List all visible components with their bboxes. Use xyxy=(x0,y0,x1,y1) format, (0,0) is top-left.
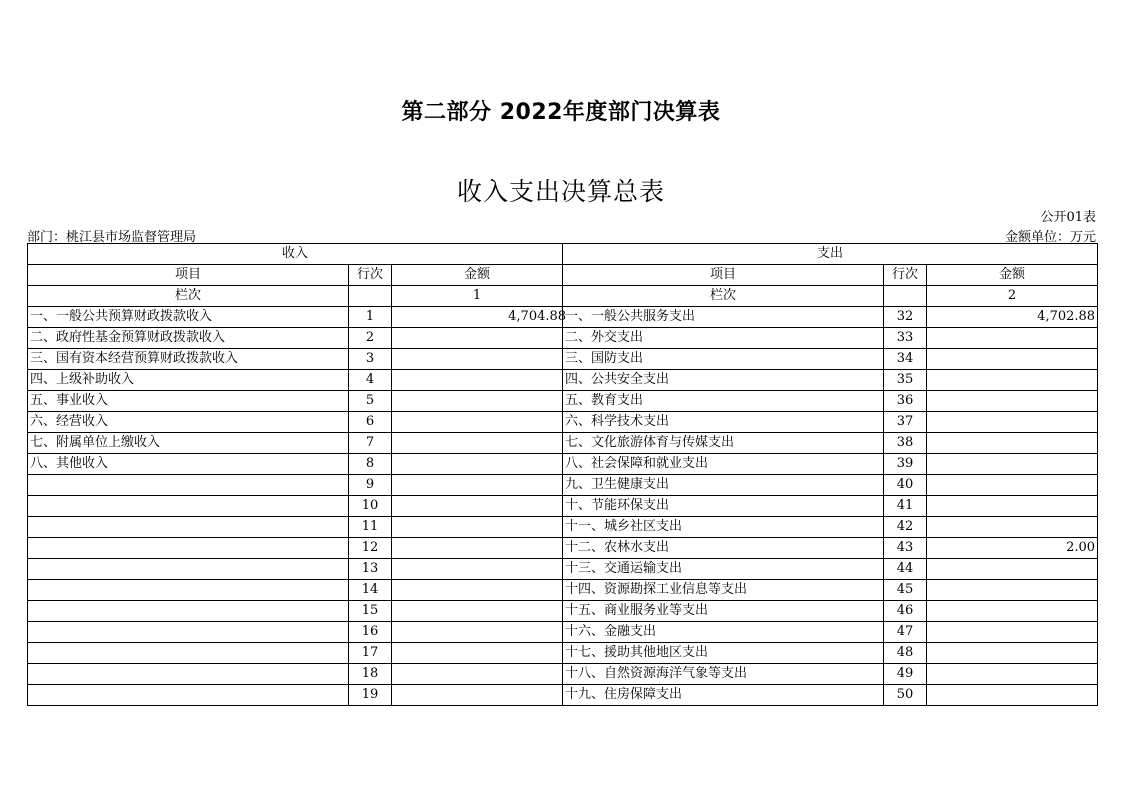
department-label: 部门：桃江县市场监督管理局 xyxy=(27,230,197,245)
income-amount-cell xyxy=(392,517,563,538)
expense-line-no-cell: 40 xyxy=(884,475,927,496)
expense-amount-cell xyxy=(927,664,1098,685)
income-amount-cell xyxy=(392,412,563,433)
expense-amount-cell xyxy=(927,685,1098,706)
income-item-cell xyxy=(28,475,349,496)
income-lanci-blank xyxy=(349,286,392,307)
income-item-cell: 二、政府性基金预算财政拨款收入 xyxy=(28,328,349,349)
income-amount-cell xyxy=(392,622,563,643)
expense-amount-cell xyxy=(927,391,1098,412)
expense-amount-cell xyxy=(927,559,1098,580)
expense-line-no-cell: 33 xyxy=(884,328,927,349)
expense-line-no-cell: 41 xyxy=(884,496,927,517)
expense-item-cell: 二、外交支出 xyxy=(563,328,884,349)
income-item-cell xyxy=(28,538,349,559)
table-row xyxy=(28,328,1098,349)
header-row-lanci xyxy=(28,286,1098,307)
expense-lanci-label: 栏次 xyxy=(563,286,884,307)
expense-item-cell: 八、社会保障和就业支出 xyxy=(563,454,884,475)
income-amount-cell xyxy=(392,601,563,622)
table-row xyxy=(28,664,1098,685)
income-item-cell: 六、经营收入 xyxy=(28,412,349,433)
income-item-cell: 五、事业收入 xyxy=(28,391,349,412)
income-item-cell: 八、其他收入 xyxy=(28,454,349,475)
table-row xyxy=(28,391,1098,412)
expense-line-no-cell: 38 xyxy=(884,433,927,454)
expense-item-cell: 十四、资源勘探工业信息等支出 xyxy=(563,580,884,601)
expense-item-cell: 十六、金融支出 xyxy=(563,622,884,643)
expense-item-cell: 十九、住房保障支出 xyxy=(563,685,884,706)
income-item-cell xyxy=(28,496,349,517)
expense-line-no-header: 行次 xyxy=(884,265,927,286)
expense-item-cell: 七、文化旅游体育与传媒支出 xyxy=(563,433,884,454)
part-title: 第二部分 2022年度部门决算表 xyxy=(401,100,721,125)
expense-item-cell: 九、卫生健康支出 xyxy=(563,475,884,496)
expense-line-no-cell: 44 xyxy=(884,559,927,580)
expense-item-cell: 六、科学技术支出 xyxy=(563,412,884,433)
table-row xyxy=(28,580,1098,601)
expense-amount-cell xyxy=(927,349,1098,370)
income-line-no-cell: 19 xyxy=(349,685,392,706)
expense-amount-cell: 4,702.88 xyxy=(927,307,1098,328)
expense-amount-cell xyxy=(927,370,1098,391)
table-row xyxy=(28,517,1098,538)
expense-item-cell: 一、一般公共服务支出 xyxy=(563,307,884,328)
income-amount-cell xyxy=(392,475,563,496)
expense-item-cell: 十八、自然资源海洋气象等支出 xyxy=(563,664,884,685)
income-item-cell xyxy=(28,685,349,706)
income-amount-cell xyxy=(392,454,563,475)
table-row xyxy=(28,433,1098,454)
expense-line-no-cell: 49 xyxy=(884,664,927,685)
expense-amount-cell xyxy=(927,517,1098,538)
income-item-cell xyxy=(28,664,349,685)
expense-item-cell: 十一、城乡社区支出 xyxy=(563,517,884,538)
income-amount-cell xyxy=(392,496,563,517)
income-line-no-cell: 15 xyxy=(349,601,392,622)
expense-amount-cell xyxy=(927,454,1098,475)
income-item-cell xyxy=(28,559,349,580)
expense-amount-cell xyxy=(927,643,1098,664)
income-line-no-cell: 12 xyxy=(349,538,392,559)
income-item-cell xyxy=(28,643,349,664)
expense-amount-cell: 2.00 xyxy=(927,538,1098,559)
income-amount-cell xyxy=(392,370,563,391)
income-line-no-cell: 8 xyxy=(349,454,392,475)
expense-item-cell: 四、公共安全支出 xyxy=(563,370,884,391)
expense-amount-cell xyxy=(927,328,1098,349)
table-row xyxy=(28,538,1098,559)
income-line-no-cell: 9 xyxy=(349,475,392,496)
income-lanci-label: 栏次 xyxy=(28,286,349,307)
income-section-header: 收入 xyxy=(28,244,563,265)
income-col-number: 1 xyxy=(392,286,563,307)
table-row xyxy=(28,601,1098,622)
income-line-no-cell: 4 xyxy=(349,370,392,391)
income-item-cell: 一、一般公共预算财政拨款收入 xyxy=(28,307,349,328)
income-amount-cell xyxy=(392,391,563,412)
expense-amount-cell xyxy=(927,496,1098,517)
expense-line-no-cell: 45 xyxy=(884,580,927,601)
income-amount-value: 4,704.88 xyxy=(508,309,567,324)
income-line-no-cell: 6 xyxy=(349,412,392,433)
expense-item-cell: 十五、商业服务业等支出 xyxy=(563,601,884,622)
income-line-no-cell: 10 xyxy=(349,496,392,517)
income-line-no-cell: 11 xyxy=(349,517,392,538)
income-line-no-cell: 13 xyxy=(349,559,392,580)
table-title: 收入支出决算总表 xyxy=(456,177,665,206)
income-line-no-cell: 17 xyxy=(349,643,392,664)
expense-line-no-cell: 37 xyxy=(884,412,927,433)
expense-item-cell: 十二、农林水支出 xyxy=(563,538,884,559)
expense-line-no-cell: 36 xyxy=(884,391,927,412)
table-row xyxy=(28,496,1098,517)
income-amount-cell xyxy=(392,307,567,328)
header-row-sections xyxy=(28,244,1098,265)
table-row xyxy=(28,307,1098,328)
expense-section-header: 支出 xyxy=(563,244,1098,265)
table-row xyxy=(28,370,1098,391)
income-item-cell: 三、国有资本经营预算财政拨款收入 xyxy=(28,349,349,370)
income-amount-cell xyxy=(392,664,563,685)
expense-item-cell: 十七、援助其他地区支出 xyxy=(563,643,884,664)
expense-line-no-cell: 32 xyxy=(884,307,927,328)
income-item-cell: 四、上级补助收入 xyxy=(28,370,349,391)
expense-item-cell: 十三、交通运输支出 xyxy=(563,559,884,580)
expense-amount-header: 金额 xyxy=(927,265,1098,286)
expense-line-no-cell: 46 xyxy=(884,601,927,622)
income-line-no-cell: 2 xyxy=(349,328,392,349)
table-row xyxy=(28,349,1098,370)
income-line-no-cell: 18 xyxy=(349,664,392,685)
expense-item-cell: 五、教育支出 xyxy=(563,391,884,412)
income-item-header: 项目 xyxy=(28,265,349,286)
income-line-no-cell: 7 xyxy=(349,433,392,454)
expense-line-no-cell: 39 xyxy=(884,454,927,475)
income-amount-cell xyxy=(392,328,563,349)
income-line-no-cell: 3 xyxy=(349,349,392,370)
income-amount-header: 金额 xyxy=(392,265,563,286)
table-row xyxy=(28,643,1098,664)
income-line-no-header: 行次 xyxy=(349,265,392,286)
income-item-cell xyxy=(28,622,349,643)
expense-line-no-cell: 47 xyxy=(884,622,927,643)
expense-amount-cell xyxy=(927,475,1098,496)
expense-line-no-cell: 50 xyxy=(884,685,927,706)
income-line-no-cell: 16 xyxy=(349,622,392,643)
income-item-cell xyxy=(28,580,349,601)
income-item-cell xyxy=(28,517,349,538)
income-item-cell xyxy=(28,601,349,622)
expense-col-number: 2 xyxy=(927,286,1098,307)
income-amount-cell xyxy=(392,559,563,580)
income-line-no-cell: 1 xyxy=(349,307,392,328)
expense-line-no-cell: 48 xyxy=(884,643,927,664)
unit-label: 金额单位：万元 xyxy=(1004,230,1096,245)
table-row xyxy=(28,475,1098,496)
income-expense-table xyxy=(27,243,1098,706)
expense-amount-cell xyxy=(927,433,1098,454)
expense-item-header: 项目 xyxy=(563,265,884,286)
form-code: 公开01表 xyxy=(1040,210,1096,225)
income-line-no-cell: 5 xyxy=(349,391,392,412)
expense-item-cell: 十、节能环保支出 xyxy=(563,496,884,517)
expense-lanci-blank xyxy=(884,286,927,307)
table-row xyxy=(28,412,1098,433)
expense-amount-cell xyxy=(927,622,1098,643)
table-row xyxy=(28,622,1098,643)
table-row xyxy=(28,559,1098,580)
income-amount-cell xyxy=(392,643,563,664)
expense-line-no-cell: 43 xyxy=(884,538,927,559)
expense-amount-cell xyxy=(927,601,1098,622)
expense-amount-cell xyxy=(927,412,1098,433)
table-row xyxy=(28,685,1098,706)
income-amount-cell xyxy=(392,538,563,559)
expense-amount-cell xyxy=(927,580,1098,601)
income-amount-cell xyxy=(392,580,563,601)
income-amount-cell xyxy=(392,685,563,706)
expense-line-no-cell: 35 xyxy=(884,370,927,391)
income-item-cell: 七、附属单位上缴收入 xyxy=(28,433,349,454)
income-amount-cell xyxy=(392,349,563,370)
income-amount-cell xyxy=(392,433,563,454)
expense-item-cell: 三、国防支出 xyxy=(563,349,884,370)
income-line-no-cell: 14 xyxy=(349,580,392,601)
expense-line-no-cell: 34 xyxy=(884,349,927,370)
expense-line-no-cell: 42 xyxy=(884,517,927,538)
table-row xyxy=(28,454,1098,475)
header-row-columns xyxy=(28,265,1098,286)
